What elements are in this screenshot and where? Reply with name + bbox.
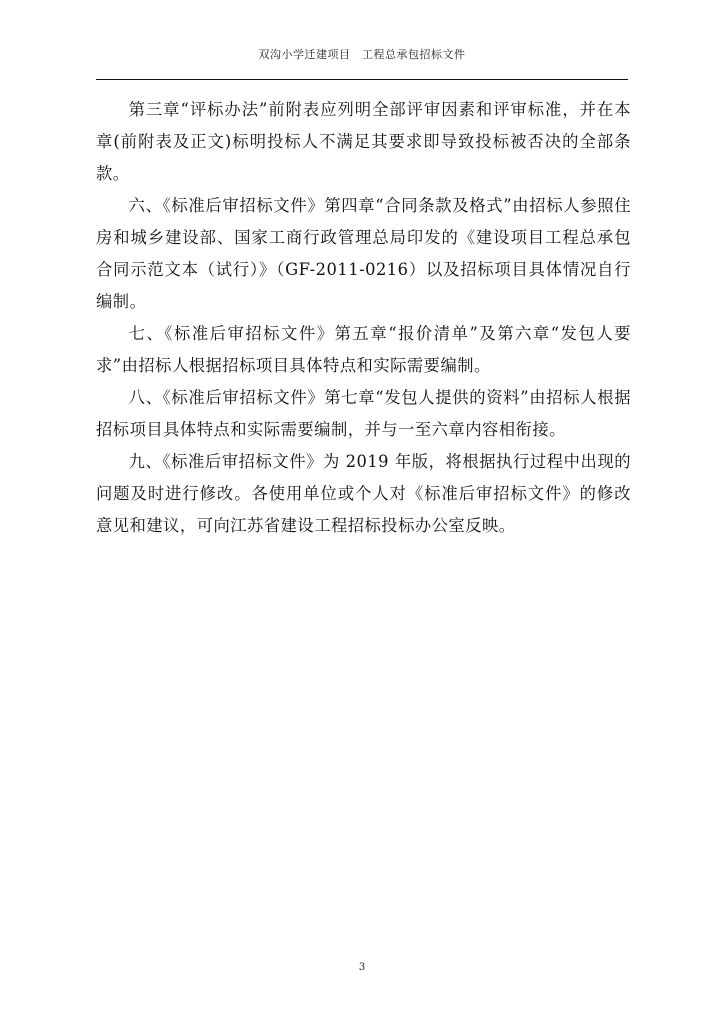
page-header: 双沟小学迁建项目 工程总承包招标文件 (258, 48, 466, 61)
paragraph-item-nine: 九、《标准后审招标文件》为 2019 年版，将根据执行过程中出现的问题及时进行修改。各使用单位或个人对《标准后审招标文件》的修改意见和建议，可向江苏省建设工程招标投标办公室反映。 (96, 452, 631, 535)
document-body (96, 94, 631, 542)
paragraph-item-eight: 八、《标准后审招标文件》第七章“发包人提供的资料”由招标人根据招标项目具体特点和实际需要编制，并与一至六章内容相衔接。 (96, 388, 631, 439)
paragraph-item-six: 六、《标准后审招标文件》第四章“合同条款及格式”由招标人参照住房和城乡建设部、国家工商行政管理总局印发的《建设项目工程总承包合同示范文本（试行）》（GF-2011-0216）以及招标项目具体情况自行编制。 (96, 196, 631, 311)
paragraph-chapter-three-note: 第三章“评标办法”前附表应列明全部评审因素和评审标准，并在本章(前附表及正文)标明投标人不满足其要求即导致投标被否决的全部条款。 (96, 100, 631, 183)
header-divider (96, 79, 628, 80)
page-number: 3 (358, 962, 366, 973)
paragraph-item-seven: 七、《标准后审招标文件》第五章“报价清单”及第六章“发包人要求”由招标人根据招标项目具体特点和实际需要编制。 (96, 324, 631, 375)
